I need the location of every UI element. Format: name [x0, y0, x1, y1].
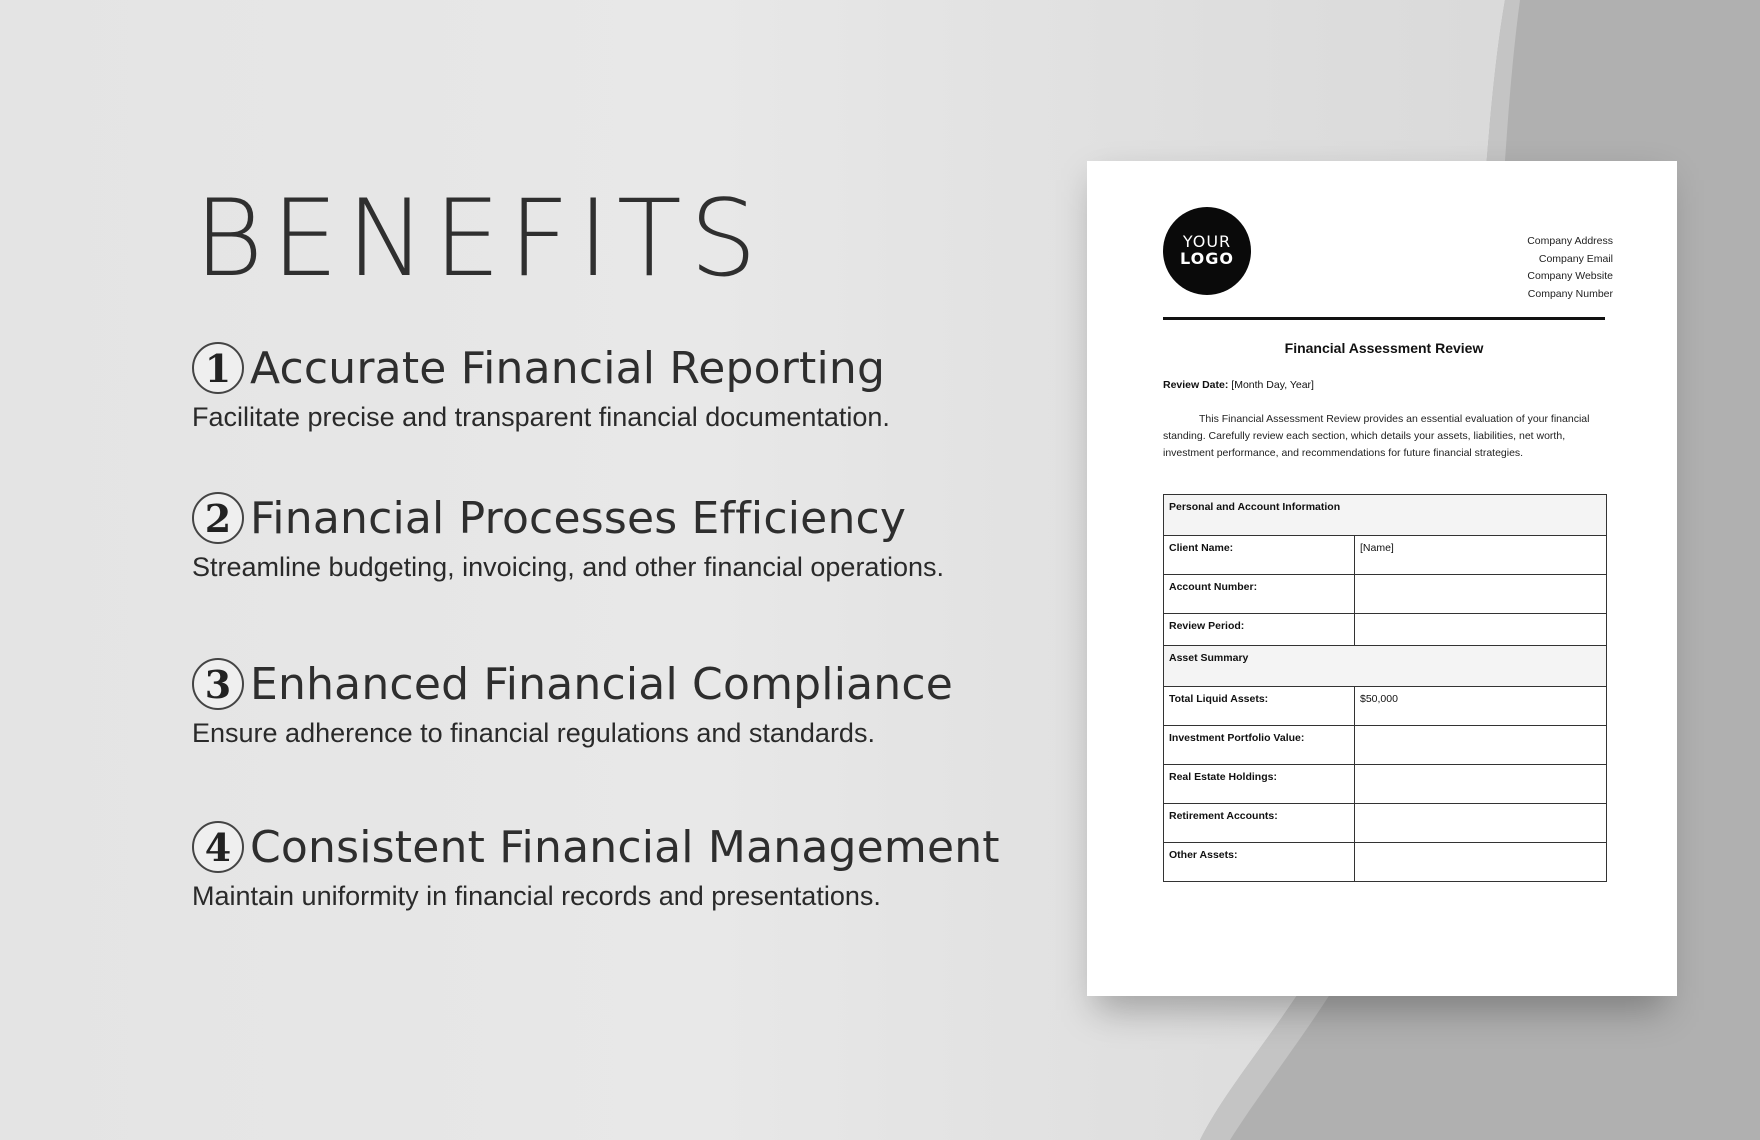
retirement-accounts-label: Retirement Accounts: [1164, 804, 1355, 843]
review-date [1163, 379, 1314, 391]
document-title: Financial Assessment Review [1284, 340, 1484, 356]
benefit-item-2 [192, 488, 944, 583]
benefit-item-4 [192, 817, 1000, 912]
benefit-number-badge: 2 [192, 492, 244, 544]
benefit-title: Consistent Financial Management [250, 821, 1000, 873]
company-number: Company Number [1527, 287, 1613, 300]
benefit-number-badge: 3 [192, 658, 244, 710]
company-website: Company Website [1527, 270, 1613, 282]
liquid-assets-label: Total Liquid Assets: [1164, 687, 1355, 726]
real-estate-label: Real Estate Holdings: [1164, 765, 1355, 804]
table-row [1164, 843, 1607, 882]
table-row [1164, 765, 1607, 804]
benefit-number-badge: 1 [192, 342, 244, 394]
benefit-description: Maintain uniformity in financial records and presentations. [192, 881, 881, 911]
portfolio-value-label: Investment Portfolio Value: [1164, 726, 1355, 765]
benefit-title: Enhanced Financial Compliance [250, 658, 954, 710]
real-estate-value [1355, 765, 1607, 804]
review-date-label: Review Date: [1163, 379, 1229, 391]
asset-summary-heading: Asset Summary [1164, 646, 1607, 687]
benefits-heading: BENEFITS [194, 177, 765, 300]
review-date-value: [Month Day, Year] [1231, 379, 1314, 391]
benefit-item-1 [192, 338, 890, 433]
company-info [1527, 233, 1613, 303]
table-row [1164, 687, 1607, 726]
intro-paragraph: This Financial Assessment Review provides an essential evaluation of your financial standing. Carefully review each section, which details your assets, liabilities, net worth, investment performance, and recommendations for future financial strategies. [1163, 413, 1590, 459]
company-address: Company Address [1527, 235, 1613, 247]
benefit-description: Facilitate precise and transparent financial documentation. [192, 402, 890, 432]
portfolio-value-value [1355, 726, 1607, 765]
liquid-assets-value: $50,000 [1355, 687, 1607, 726]
account-number-value [1355, 575, 1607, 614]
company-email: Company Email [1538, 252, 1613, 265]
account-number-label: Account Number: [1164, 575, 1355, 614]
retirement-accounts-value [1355, 804, 1607, 843]
document-preview [1087, 161, 1677, 996]
logo-line-1: YOUR [1182, 232, 1232, 252]
company-logo [1163, 207, 1251, 295]
logo-line-2: LOGO [1180, 249, 1234, 268]
table-row [1164, 804, 1607, 843]
client-name-label: Client Name: [1164, 536, 1355, 575]
table-row [1164, 726, 1607, 765]
benefit-description: Streamline budgeting, invoicing, and other financial operations. [192, 552, 944, 582]
benefit-description: Ensure adherence to financial regulations and standards. [192, 718, 875, 748]
asset-summary-table [1163, 645, 1607, 882]
table-row [1164, 536, 1607, 575]
benefit-title: Financial Processes Efficiency [250, 492, 907, 544]
other-assets-value [1355, 843, 1607, 882]
benefit-title: Accurate Financial Reporting [250, 342, 886, 394]
benefit-number-badge: 4 [192, 821, 244, 873]
client-name-value: [Name] [1355, 536, 1607, 575]
other-assets-label: Other Assets: [1164, 843, 1355, 882]
table-row [1164, 575, 1607, 614]
personal-info-table [1163, 494, 1607, 653]
personal-info-heading: Personal and Account Information [1164, 495, 1607, 536]
review-period-label: Review Period: [1164, 614, 1355, 653]
header-divider [1163, 317, 1605, 320]
benefit-item-3 [192, 654, 953, 749]
